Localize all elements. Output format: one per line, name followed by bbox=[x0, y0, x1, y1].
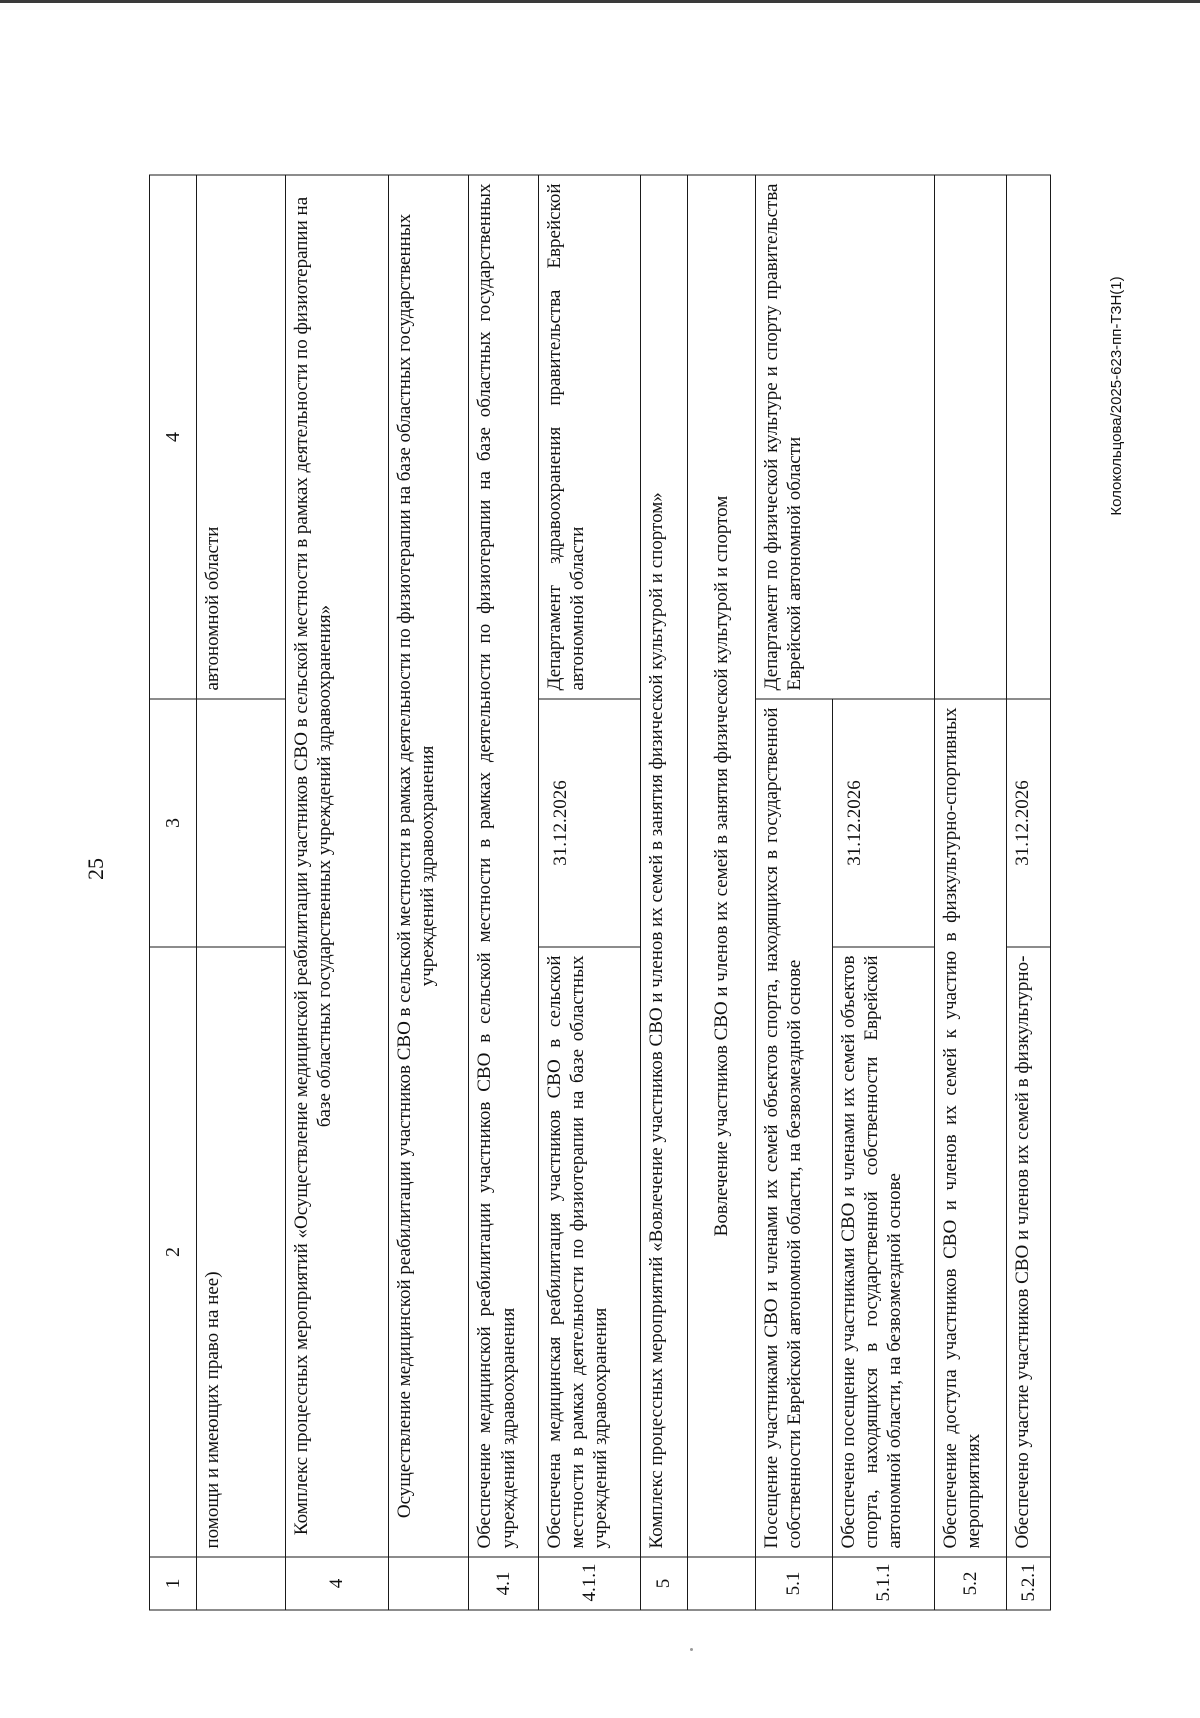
cell-section-title: Вовлечение участников СВО и членов их семей в занятия физической культурой и спортом bbox=[687, 175, 755, 1557]
table-row-5-2 bbox=[934, 175, 1006, 1610]
header-col-2: 2 bbox=[149, 947, 196, 1557]
table-header-row bbox=[149, 175, 196, 1610]
cell-task-text: Обеспечение доступа участников СВО и членов их семей к участию в физкультурно-спортивных мероприятиях bbox=[934, 699, 1006, 1557]
cell-text: помощи и имеющих право на нее) bbox=[196, 947, 285, 1557]
cell-responsible-empty bbox=[1006, 175, 1050, 699]
cell-section-title: Осуществление медицинской реабилитации участников СВО в сельской местности в рамках деятельности по физиотерапии на базе областных государственных учреждений здравоохранения bbox=[388, 175, 469, 1557]
table-row-4-1 bbox=[468, 175, 537, 1610]
cell-number: 4 bbox=[285, 1557, 387, 1610]
cell-result-text: Обеспечена медицинская реабилитация участников СВО в сельской местности в рамках деятельности по физиотерапии на базе областных учреждений здравоохранения bbox=[538, 947, 640, 1557]
table-row-5-1 bbox=[755, 175, 832, 1610]
cell-number: 4.1.1 bbox=[538, 1557, 640, 1610]
cell-number: 5.2.1 bbox=[1006, 1557, 1050, 1610]
cell-result-text: Обеспечено участие участников СВО и членов их семей в физкультурно- bbox=[1006, 947, 1050, 1557]
cell-responsible: Департамент здравоохранения правительства Еврейской автономной области bbox=[538, 175, 640, 699]
scan-speck bbox=[690, 1648, 693, 1651]
cell-number-empty bbox=[687, 1557, 755, 1610]
cell-responsible bbox=[934, 175, 1006, 699]
activities-table bbox=[149, 174, 1051, 1610]
cell-number-empty bbox=[388, 1557, 469, 1610]
cell-result-text: Обеспечено посещение участниками СВО и членами их семей объектов спорта, находящихся в государственной собственности Еврейской автономной области, на безвозмездной основе bbox=[832, 947, 934, 1557]
cell-date: 31.12.2026 bbox=[538, 699, 640, 947]
table-row-4-1-1 bbox=[538, 175, 640, 1610]
cell-number: 5 bbox=[640, 1557, 687, 1610]
cell-number-empty bbox=[196, 1557, 285, 1610]
table-section-row bbox=[687, 175, 755, 1610]
cell-number: 5.1.1 bbox=[832, 1557, 934, 1610]
cell-task-text: Посещение участниками СВО и членами их семей объектов спорта, находящихся в государственной собственности Еврейской автономной области, на безвозмездной основе bbox=[755, 699, 832, 1557]
scan-top-edge bbox=[0, 0, 1200, 3]
header-col-4: 4 bbox=[149, 175, 196, 699]
table-row-5-2-1 bbox=[1006, 175, 1050, 1610]
cell-date: 31.12.2026 bbox=[1006, 699, 1050, 947]
cell-complex-title: Комплекс процессных мероприятий «Вовлечение участников СВО и членов их семей в занятия физической культурой и спортом» bbox=[640, 175, 687, 1557]
cell-date: 31.12.2026 bbox=[832, 699, 934, 947]
table-row-continuation bbox=[196, 175, 285, 1610]
footer-document-id: Колокольцова/2025-623-пп-ТЗН(1) bbox=[1108, 276, 1125, 516]
cell-responsible: Департамент по физической культуре и спорту правительства Еврейской автономной области bbox=[755, 175, 934, 699]
cell-number: 5.2 bbox=[934, 1557, 1006, 1610]
header-col-3: 3 bbox=[149, 699, 196, 947]
document-table-rotated bbox=[149, 175, 1051, 1610]
cell-number: 5.1 bbox=[755, 1557, 832, 1610]
cell-task-text: Обеспечение медицинской реабилитации участников СВО в сельской местности в рамках деятельности по физиотерапии на базе областных государственных учреждений здравоохранения bbox=[468, 175, 537, 1557]
table-row-4 bbox=[285, 175, 387, 1610]
cell-responsible: автономной области bbox=[196, 175, 285, 699]
cell-date-empty bbox=[196, 699, 285, 947]
table-section-row bbox=[388, 175, 469, 1610]
header-col-1: 1 bbox=[149, 1557, 196, 1610]
cell-number: 4.1 bbox=[468, 1557, 537, 1610]
cell-complex-title: Комплекс процессных мероприятий «Осуществление медицинской реабилитации участников СВО в сельской местности в рамках деятельности по физиотерапии на базе областных государственных учреждений здравоохранения» bbox=[285, 175, 387, 1557]
page-number: 25 bbox=[83, 858, 108, 880]
table-row-5 bbox=[640, 175, 687, 1610]
